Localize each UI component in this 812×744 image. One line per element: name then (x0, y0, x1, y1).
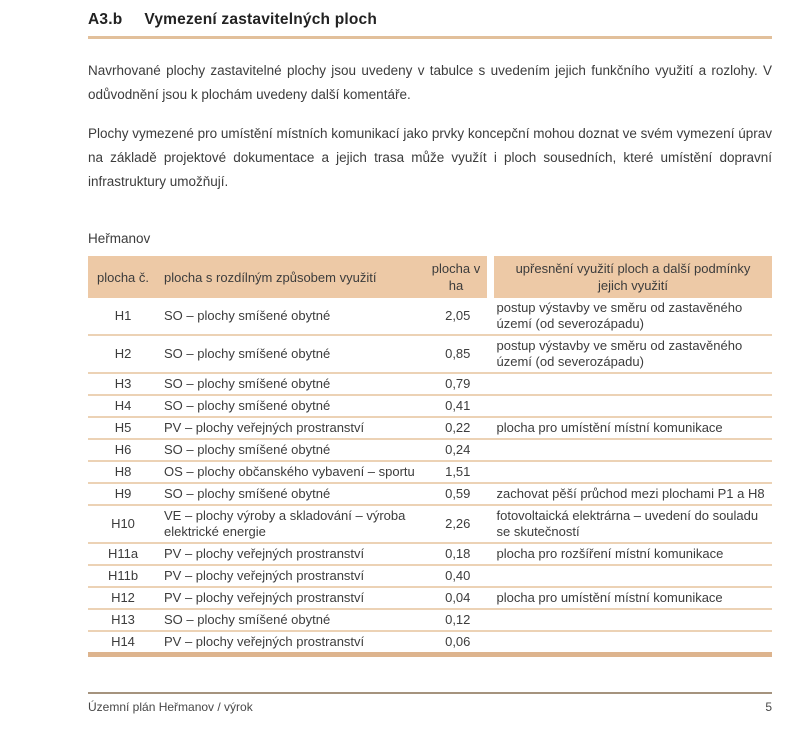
column-header-plocha-c: plocha č. (88, 256, 158, 298)
table-row (88, 609, 772, 631)
cell-plocha-id: H12 (111, 590, 135, 605)
cell-use: SO – plochy smíšené obytné (164, 612, 331, 627)
cell-conditions (491, 631, 773, 655)
cell-use: SO – plochy smíšené obytné (164, 308, 331, 323)
table-row (88, 587, 772, 609)
cell-plocha-id: H8 (114, 464, 132, 479)
page-number: 5 (765, 700, 772, 714)
cell-use: SO – plochy smíšené obytné (164, 398, 331, 413)
cell-plocha-id: H3 (114, 376, 132, 391)
cell-plocha-id: H11b (107, 568, 139, 583)
cell-area-ha: 0,85 (445, 346, 471, 361)
cell-plocha-id: H2 (114, 346, 132, 361)
cell-use: SO – plochy smíšené obytné (164, 376, 331, 391)
cell-use: PV – plochy veřejných prostranství (164, 546, 365, 561)
cell-conditions (491, 373, 773, 395)
cell-plocha-id: H5 (114, 420, 132, 435)
cell-conditions (491, 565, 773, 587)
cell-area-ha: 0,22 (445, 420, 471, 435)
cell-conditions: zachovat pěší průchod mezi plochami P1 a H8 (496, 486, 765, 501)
cell-plocha-id: H6 (114, 442, 132, 457)
municipality-heading: Heřmanov (88, 231, 151, 246)
cell-area-ha: 2,05 (445, 308, 471, 323)
table-header-row (88, 256, 772, 298)
cell-conditions: plocha pro umístění místní komunikace (496, 420, 723, 435)
cell-use: PV – plochy veřejných prostranství (164, 634, 365, 649)
cell-area-ha: 0,41 (445, 398, 471, 413)
table-row (88, 631, 772, 655)
table-row (88, 335, 772, 373)
paragraph-2: Plochy vymezené pro umístění místních komunikací jako prvky koncepční mohou doznat ve svém vymezení úprav na základě projektové dokumentace a jejich trasa může využít i ploch sousedních, které umístění dopravní infrastruktury umožňují. (88, 126, 772, 189)
cell-area-ha: 0,24 (445, 442, 471, 457)
cell-area-ha: 0,79 (445, 376, 471, 391)
cell-area-ha: 0,59 (445, 486, 471, 501)
cell-use: PV – plochy veřejných prostranství (164, 420, 365, 435)
cell-use: OS – plochy občanského vybavení – sportu (164, 464, 415, 479)
cell-area-ha: 0,12 (445, 612, 471, 627)
cell-use: PV – plochy veřejných prostranství (164, 590, 365, 605)
cell-conditions (491, 439, 773, 461)
cell-plocha-id: H4 (114, 398, 132, 413)
table-row (88, 483, 772, 505)
table-row (88, 298, 772, 335)
cell-use: SO – plochy smíšené obytné (164, 442, 331, 457)
title-underline (88, 36, 772, 39)
cell-area-ha: 2,26 (445, 516, 471, 531)
table-row (88, 395, 772, 417)
cell-conditions (491, 609, 773, 631)
cell-conditions: postup výstavby ve směru od zastavěného území (od severozápadu) (496, 300, 743, 331)
cell-use: SO – plochy smíšené obytné (164, 486, 331, 501)
cell-use: VE – plochy výroby a skladování – výroba elektrické energie (164, 508, 406, 539)
section-code: A3.b (88, 11, 123, 28)
cell-conditions: fotovoltaická elektrárna – uvedení do souladu se skutečností (496, 508, 759, 539)
table-header (88, 256, 772, 298)
table-row (88, 505, 772, 543)
footer-document-title: Územní plán Heřmanov / výrok (88, 700, 253, 714)
cell-conditions: plocha pro umístění místní komunikace (496, 590, 723, 605)
cell-use: SO – plochy smíšené obytné (164, 346, 331, 361)
cell-plocha-id: H14 (111, 634, 135, 649)
table-row (88, 439, 772, 461)
page-footer (88, 692, 772, 714)
table-row (88, 417, 772, 439)
table-row (88, 373, 772, 395)
column-header-area-ha: plocha v ha (425, 256, 491, 298)
cell-plocha-id: H10 (111, 516, 135, 531)
table-row (88, 543, 772, 565)
cell-conditions (491, 395, 773, 417)
column-header-conditions: upřesnění využití ploch a další podmínky jejich využití (491, 256, 773, 298)
section-title: Vymezení zastavitelných ploch (144, 11, 378, 28)
page-content (88, 0, 772, 657)
cell-area-ha: 0,06 (445, 634, 471, 649)
page-title (88, 11, 772, 29)
cell-conditions: plocha pro rozšíření místní komunikace (496, 546, 724, 561)
cell-plocha-id: H13 (111, 612, 135, 627)
paragraph-1: Navrhované plochy zastavitelné plochy jsou uvedeny v tabulce s uvedením jejich funkčního využití a rozlohy. V odůvodnění jsou k plochám uvedeny další komentáře. (88, 63, 772, 102)
cell-area-ha: 1,51 (445, 464, 471, 479)
table-body (88, 298, 772, 655)
cell-area-ha: 0,04 (445, 590, 471, 605)
table-row (88, 565, 772, 587)
cell-plocha-id: H1 (114, 308, 132, 323)
cell-conditions: postup výstavby ve směru od zastavěného území (od severozápadu) (496, 338, 743, 369)
cell-conditions (491, 461, 773, 483)
cell-use: PV – plochy veřejných prostranství (164, 568, 365, 583)
cell-area-ha: 0,18 (445, 546, 471, 561)
cell-area-ha: 0,40 (445, 568, 471, 583)
column-header-use: plocha s rozdílným způsobem využití (158, 256, 425, 298)
table-row (88, 461, 772, 483)
cell-plocha-id: H9 (114, 486, 132, 501)
buildable-areas-table (88, 256, 772, 657)
cell-plocha-id: H11a (107, 546, 139, 561)
